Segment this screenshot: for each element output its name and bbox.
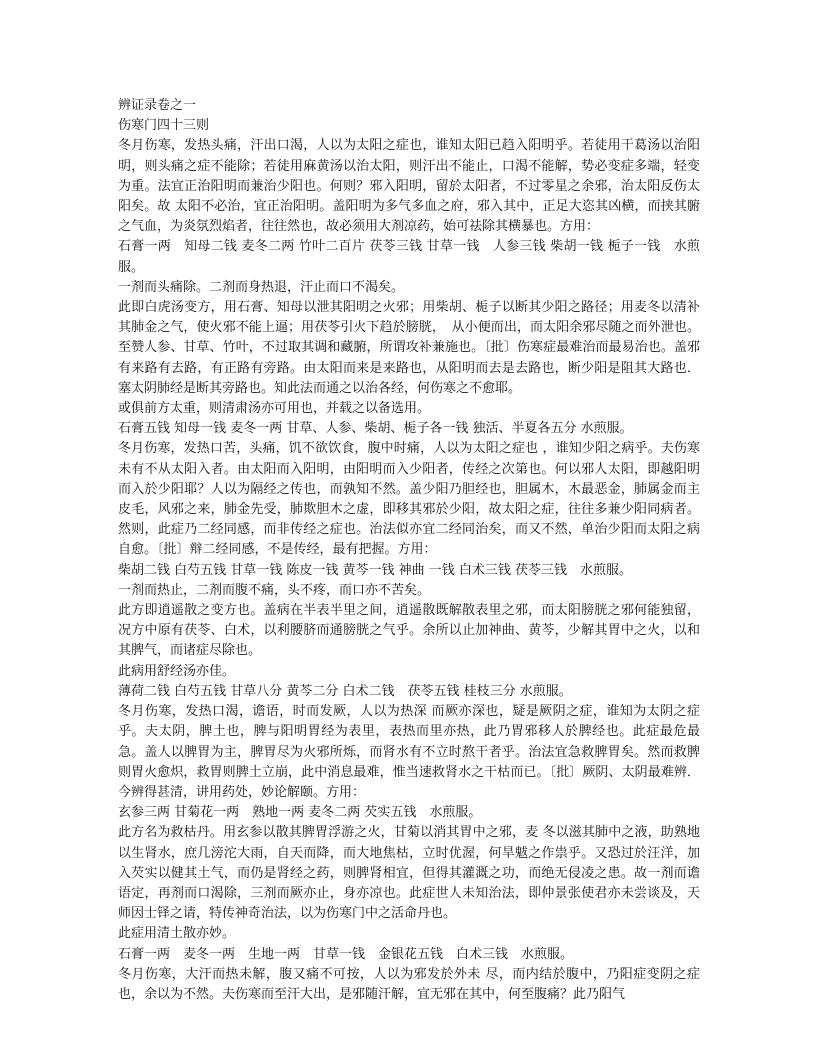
paragraph: 一剂而热止，二剂而腹不痛，头不疼，而口亦不苦矣。 [118, 582, 431, 598]
document-body [118, 136, 700, 1005]
paragraph: 冬月伤寒，大汗而热未解，腹又痛不可按，人以为邪发於外未 尽，而内结於腹中，乃阳症变阴之症也，余以为不然。夫伤寒而至汗大出，是邪随汗解，宜无邪在其中，何至腹痛？此乃阳气 [118, 966, 700, 1002]
book-title: 辨证录卷之一 [118, 98, 197, 113]
paragraph: 此方名为救枯丹。用玄参以散其脾胃浮游之火，甘菊以消其胃中之邪，麦 冬以滋其肺中之液，助熟地以生肾水，庶几滂沱大雨，自天而降，而大地焦枯，立时优渥，何旱魃之作祟乎。又恐过於汪洋，加入芡实以健其土气，而仍是肾经之药，则脾肾相宜，但得其灌溉之功，而绝无侵凌之患。故一剂而谵语定，再剂而口渴除，三剂而厥亦止，身亦凉也。此症世人未知治法，即仲景张使君亦未尝谈及，天师因士铎之请，特传神奇治法，以为伤寒门中之活命丹也。 [118, 825, 700, 922]
paragraph: 柴胡二钱 白芍五钱 甘草一钱 陈皮一钱 黄芩一钱 神曲 一钱 白术三钱 茯苓三钱 水煎服。 [118, 562, 633, 578]
paragraph: 此方即逍遥散之变方也。盖病在半表半里之间，逍遥散既解散表里之邪，而太阳膀胱之邪何能独留，况方中原有茯苓、白术，以利腰脐而通膀胱之气乎。余所以止加神曲、黄芩，少解其胃中之火，以和其脾气，而诸症尽除也。 [118, 603, 700, 659]
paragraph: 玄参三两 甘菊花一两 熟地一两 麦冬二两 芡实五钱 水煎服。 [118, 805, 482, 821]
paragraph: 冬月伤寒，发热口渴，谵语，时而发厥，人以为热深 而厥亦深也，疑是厥阴之症，谁知为太阴之症乎。夫太阴，脾土也，脾与阳明胃经为表里，表热而里亦热，此乃胃邪移人於脾经也。此症最危最急。盖人以脾胃为主，脾胃尽为火邪所烁，而肾水有不立时熬干者乎。治法宜急救脾胃矣。然而救脾则胃火愈炽，救胃则脾土立崩，此中消息最难，惟当速救肾水之干枯而已。〔批〕厥阴、太阴最难辨．今辨得甚清，讲用药处，妙论解颐。方用： [118, 704, 700, 800]
paragraph: 石膏一两 知母二钱 麦冬二两 竹叶二百片 茯苓三钱 甘草一钱 人参三钱 柴胡一钱 栀子一钱 水煎服。 [118, 239, 700, 275]
document-page [118, 96, 700, 1005]
paragraph: 冬月伤寒，发热头痛，汗出口渴，人以为太阳之症也，谁知太阳已趋入阳明乎。若徒用干葛汤以治阳明，则头痛之症不能除；若徒用麻黄汤以治太阳，则汗出不能止，口渴不能解，势必变症多端，轻变为重。法宜正治阳明而兼治少阳也。何则？邪入阳明，留於太阳者，不过零星之余邪，治太阳反伤太阳矣。故 太阳不必治，宜正治阳明。盖阳明为多气多血之府，邪入其中，正足大恣其凶横，而挟其腑之气血，为炎氛烈焰者，往往然也，故必须用大剂凉药，始可祛除其横暴也。方用： [118, 138, 700, 235]
paragraph: 石膏五钱 知母一钱 麦冬一两 甘草、人参、柴胡、栀子各一钱 独活、半夏各五分 水煎服。 [118, 421, 633, 437]
paragraph: 冬月伤寒，发热口苦，头痛，饥不欲饮食，腹中时痛，人以为太阳之症也 ，谁知少阳之病乎。夫伤寒未有不从太阳入者。由太阳而入阳明，由阳明而入少阳者，传经之次第也。何以邪人太阳，即越阳明而入於少阳耶？人以为隔经之传也，而孰知不然。盖少阳乃胆经也，胆属木，木最恶金，肺属金而主皮毛，风邪之来，肺金先受，肺欺胆木之虚，即移其邪於少阳，故太阳之症，往往多兼少阳同病者。然则，此症乃二经同感，而非传经之症也。治法似亦宜二经同治矣，而又不然，单治少阳而太阳之病自愈。〔批〕辩二经同感，不是传经，最有把握。方用： [118, 441, 700, 558]
paragraph: 此症用清土散亦妙。 [118, 926, 236, 942]
paragraph: 薄荷二钱 白芍五钱 甘草八分 黄芩二分 白术二钱 茯苓五钱 桂枝三分 水煎服。 [118, 683, 572, 699]
paragraph: 此病用舒经汤亦佳。 [118, 663, 236, 679]
paragraph: 或俱前方太重，则清肃汤亦可用也，并载之以备选用。 [118, 401, 431, 417]
paragraph: 一剂而头痛除。二剂而身热退，汗止而口不渴矣。 [118, 279, 405, 295]
section-heading: 伤寒门四十三则 [118, 118, 210, 134]
paragraph: 石膏一两 麦冬一两 生地一两 甘草一钱 金银花五钱 白术三钱 水煎服。 [118, 946, 574, 962]
paragraph: 此即白虎汤变方，用石膏、知母以泄其阳明之火邪；用柴胡、栀子以断其少阳之路径；用麦冬以清补其肺金之气，使火邪不能上逼；用茯苓引火下趋於膀胱， 从小便而出，而太阳余邪尽随之而外泄也。至赞人参、甘草、竹叶，不过取其调和藏腑，所谓攻补兼施也。〔批〕伤寒症最难治而最易治也。盖邪有来路有去路，有正路有旁路。由太阳而来是来路也，从阳明而去是去路也，断少阳是阻其大路也．塞太阴肺经是断其旁路也。知此法而通之以治各经，何伤寒之不愈耶。 [118, 300, 700, 396]
